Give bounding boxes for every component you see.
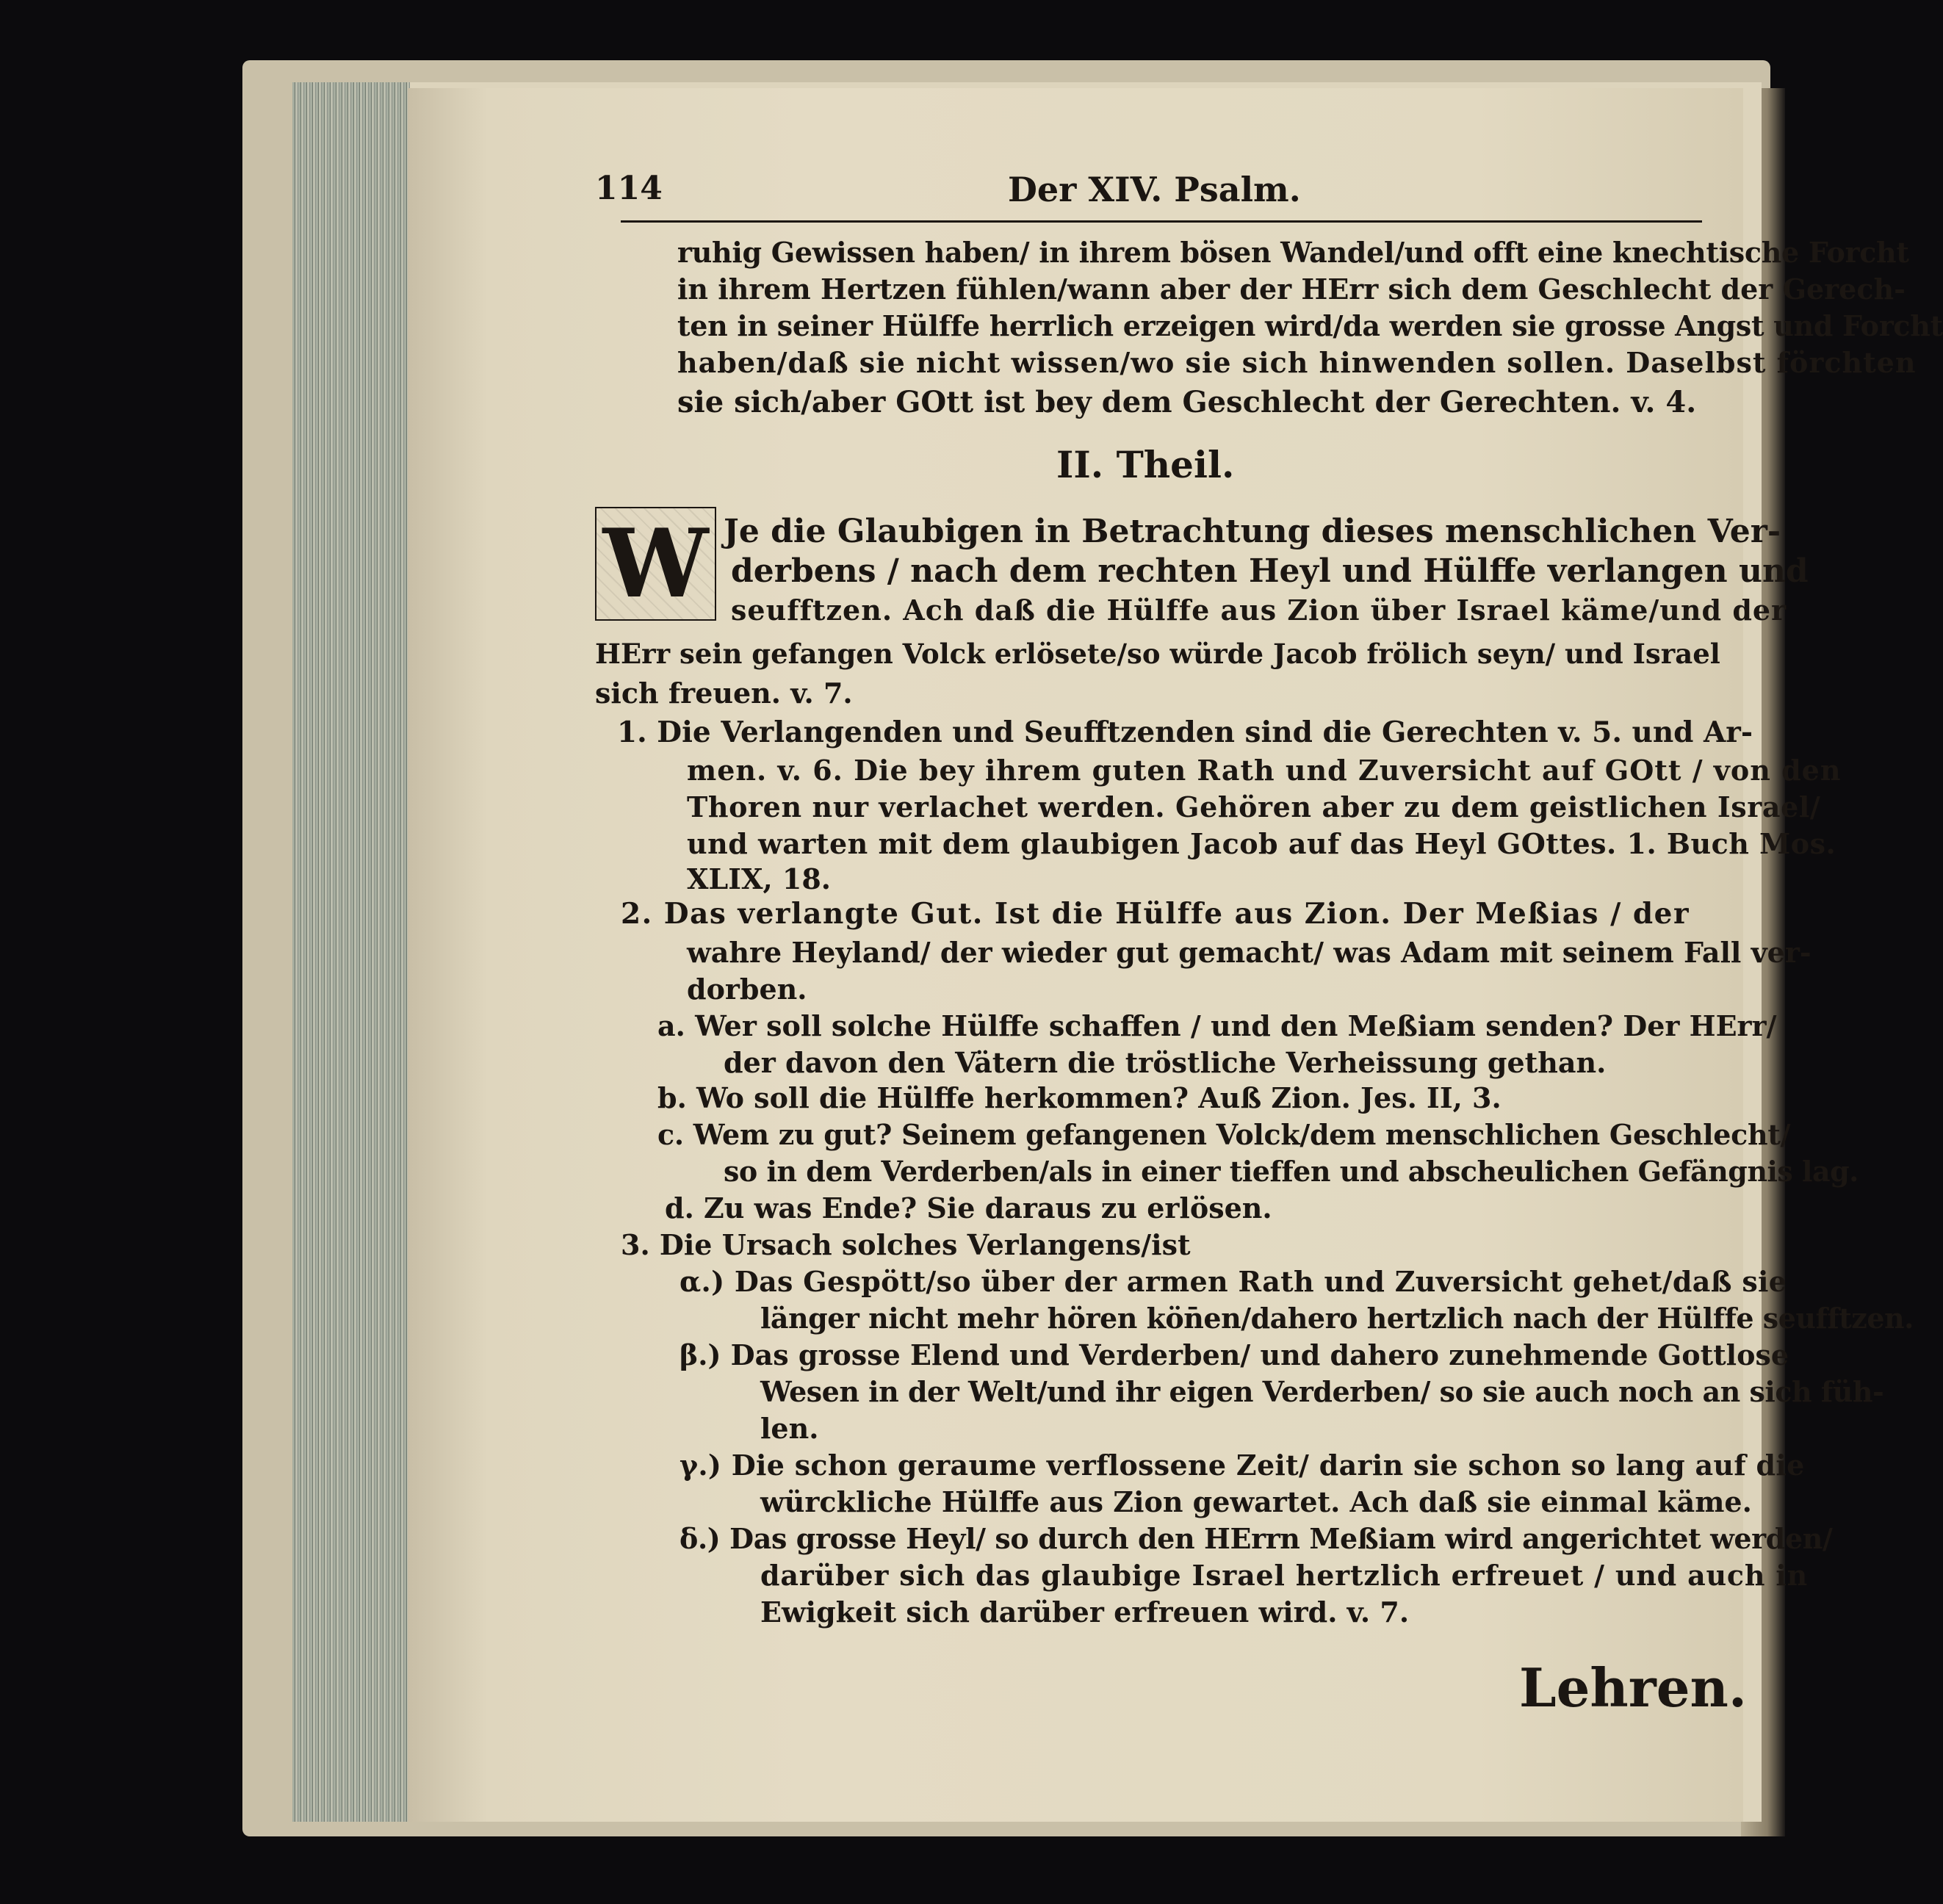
running-title: Der XIV. Psalm. [1008,170,1301,209]
sub-item-b: b. Wo soll die Hülffe herkommen? Auß Zion. Jes. II, 3. [657,1081,1502,1114]
sub-item-d: d. Zu was Ende? Sie daraus zu erlösen. [665,1191,1272,1225]
sub-item-gamma: γ.) Die schon geraume verflossene Zeit/ darin sie schon so lang auf die [679,1449,1805,1482]
text-line: Je die Glaubigen in Betrachtung dieses menschlichen Ver- [724,513,1781,550]
decorated-initial: W [595,507,716,621]
list-item-1: 1. Die Verlangenden und Seufftzenden sind die Gerechten v. 5. und Ar- [617,715,1753,749]
list-item-1-line: Thoren nur verlachet werden. Gehören aber zu dem geistlichen Israel/ [687,790,1821,823]
list-item-2-line: wahre Heyland/ der wieder gut gemacht/ was Adam mit seinem Fall ver- [687,936,1812,969]
list-item-1-line: men. v. 6. Die bey ihrem guten Rath und Zuversicht auf GOtt / von den [687,754,1842,787]
sub-item-c: c. Wem zu gut? Seinem gefangenen Volck/dem menschlichen Geschlecht/ [657,1118,1791,1151]
sub-item-alpha: α.) Das Gespött/so über der armen Rath und Zuversicht gehet/daß sie [679,1265,1787,1298]
sub-item-alpha-line: länger nicht mehr hören kön̄en/dahero hertzlich nach der Hülffe seufftzen. [760,1302,1914,1335]
text-line: sie sich/aber GOtt ist bey dem Geschlecht der Gerechten. v. 4. [677,385,1697,419]
list-item-3: 3. Die Ursach solches Verlangens/ist [621,1228,1191,1261]
page-edges [292,82,410,1822]
sub-item-c-line: so in dem Verderben/als in einer tieffen und abscheulichen Gefängnis lag. [724,1155,1859,1188]
text-line: sich freuen. v. 7. [595,677,853,710]
list-item-1-line: XLIX, 18. [687,862,832,895]
page-number: 114 [595,170,663,207]
section-heading: II. Theil. [1056,443,1235,486]
text-line: ten in seiner Hülffe herrlich erzeigen wird/da werden sie grosse Angst und Forcht [677,309,1943,342]
sub-item-gamma-line: würckliche Hülffe aus Zion gewartet. Ach daß sie einmal käme. [760,1485,1752,1518]
catchword: Lehren. [1519,1656,1747,1719]
list-item-2: 2. Das verlangte Gut. Ist die Hülffe aus Zion. Der Meßias / der [621,897,1690,931]
sub-item-delta-line: Ewigkeit sich darüber erfreuen wird. v. 7. [760,1595,1410,1629]
sub-item-a-line: der davon den Vätern die tröstliche Verheissung gethan. [724,1046,1607,1079]
text-line: seufftzen. Ach daß die Hülffe aus Zion über Israel käme/und der [731,594,1787,627]
sub-item-delta: δ.) Das grosse Heyl/ so durch den HErrn Meßiam wird angerichtet werden/ [679,1522,1833,1555]
header-rule [621,220,1702,223]
text-line: ruhig Gewissen haben/ in ihrem bösen Wandel/und offt eine knechtische Forcht [677,236,1909,269]
text-line: in ihrem Hertzen fühlen/wann aber der HErr sich dem Geschlecht der Gerech- [677,273,1906,306]
text-line: HErr sein gefangen Volck erlösete/so würde Jacob frölich seyn/ und Israel [595,638,1720,670]
sub-item-beta: β.) Das grosse Elend und Verderben/ und dahero zunehmende Gottlose [679,1338,1789,1371]
sub-item-a: a. Wer soll solche Hülffe schaffen / und den Meßiam senden? Der HErr/ [657,1009,1777,1042]
list-item-2-line: dorben. [687,973,807,1006]
sub-item-beta-line: Wesen in der Welt/und ihr eigen Verderben/ so sie auch noch an sich füh- [760,1375,1884,1408]
text-line: haben/daß sie nicht wissen/wo sie sich hinwenden sollen. Daselbst förchten [677,346,1917,379]
text-line: derbens / nach dem rechten Heyl und Hülffe verlangen und [731,552,1809,590]
sub-item-delta-line: darüber sich das glaubige Israel hertzlich erfreuet / und auch in [760,1559,1808,1592]
sub-item-beta-line: len. [760,1412,819,1445]
list-item-1-line: und warten mit dem glaubigen Jacob auf das Heyl GOttes. 1. Buch Mos. [687,827,1836,860]
